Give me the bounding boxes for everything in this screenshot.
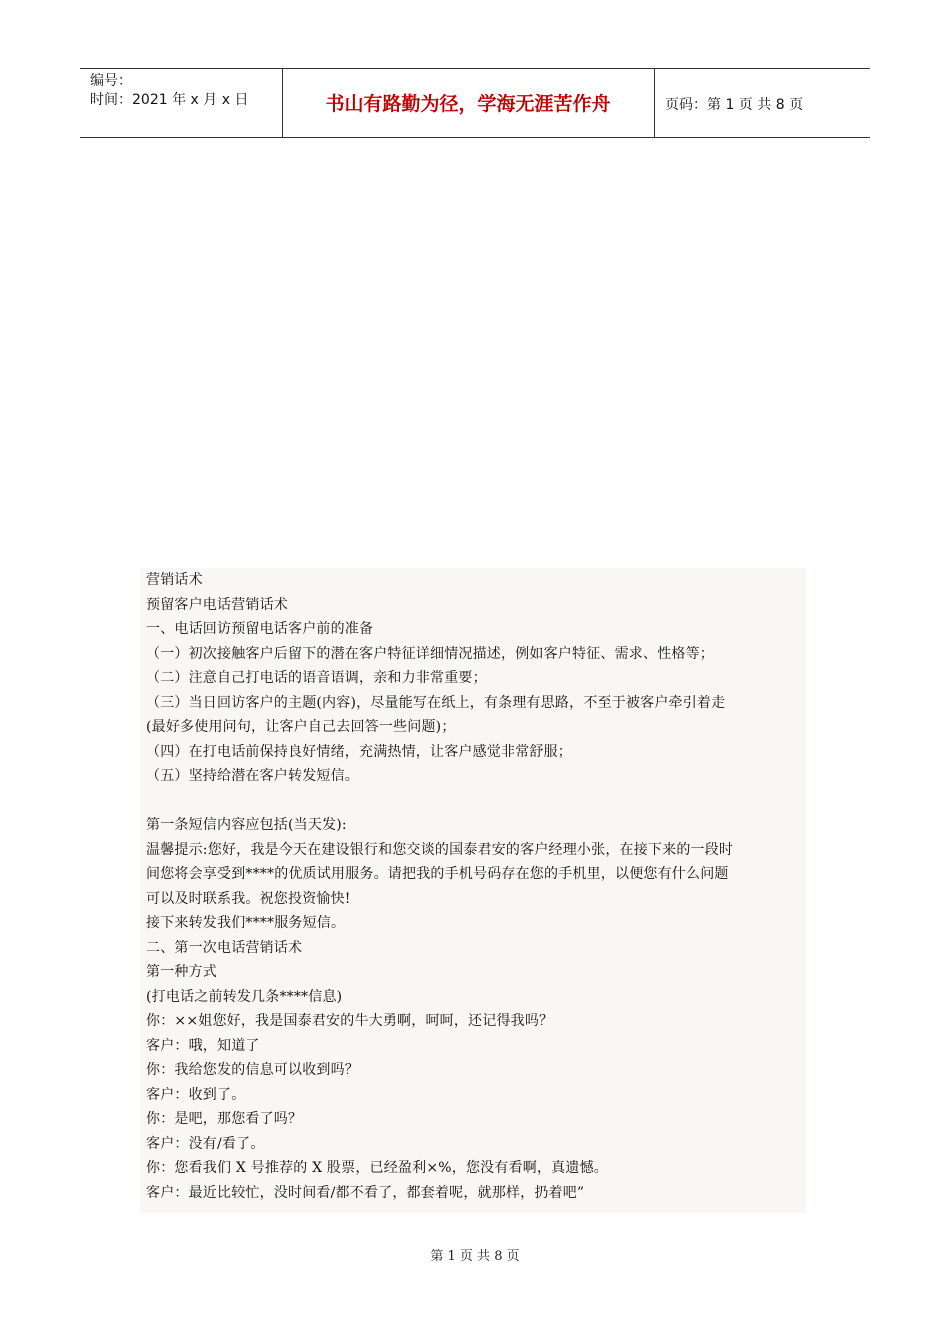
text-line: 客户：没有/看了。 bbox=[146, 1135, 265, 1152]
text-line: 你：您看我们 X 号推荐的 X 股票，已经盈利×%，您没有看啊，真遗憾。 bbox=[146, 1160, 608, 1176]
text-line: （一）初次接触客户后留下的潜在客户特征详细情况描述，例如客户特征、需求、性格等； bbox=[146, 645, 714, 662]
text-line: 客户：哦，知道了 bbox=[146, 1037, 260, 1054]
text-line: 你：我给您发的信息可以收到吗？ bbox=[146, 1062, 359, 1078]
text-line: 温馨提示:您好，我是今天在建设银行和您交谈的国泰君安的客户经理小张，在接下来的一段时 bbox=[146, 841, 734, 858]
number-label: 编号： bbox=[90, 73, 132, 89]
text-line: 第一条短信内容应包括(当天发): bbox=[146, 817, 347, 833]
text-line: 一、电话回访预留电话客户前的准备 bbox=[146, 621, 374, 637]
blank-line bbox=[146, 789, 806, 814]
document-body bbox=[140, 568, 806, 1213]
text-line: (打电话之前转发几条****信息) bbox=[146, 988, 343, 1005]
header-info-cell bbox=[80, 69, 283, 137]
text-line: 二、第一次电话营销话术 bbox=[146, 939, 303, 956]
text-line: 你：是吧，那您看了吗？ bbox=[146, 1111, 303, 1127]
text-line: 可以及时联系我。祝您投资愉快! bbox=[146, 890, 351, 907]
motto-text: 书山有路勤为径，学海无涯苦作舟 bbox=[325, 93, 611, 115]
text-line: 客户：收到了。 bbox=[146, 1086, 246, 1103]
text-line: 第一种方式 bbox=[146, 964, 217, 980]
text-line: （三）当日回访客户的主题(内容)，尽量能写在纸上，有条理有思路，不至于被客户牵引着走 bbox=[146, 694, 726, 711]
text-line: 营销话术 bbox=[146, 572, 203, 588]
page-code: 页码：第 1 页 共 8 页 bbox=[665, 97, 804, 113]
text-line: 客户：最近比较忙，没时间看/都不看了，都套着呢，就那样，扔着吧” bbox=[146, 1184, 585, 1201]
text-line: （二）注意自己打电话的语音语调，亲和力非常重要； bbox=[146, 670, 487, 686]
text-line: 预留客户电话营销话术 bbox=[146, 596, 288, 613]
text-line: （五）坚持给潜在客户转发短信。 bbox=[146, 768, 359, 784]
text-line: （四）在打电话前保持良好情绪，充满热情，让客户感觉非常舒服； bbox=[146, 743, 572, 760]
header-page-cell bbox=[655, 69, 870, 137]
page-footer: 第 1 页 共 8 页 bbox=[430, 1249, 520, 1264]
text-line: (最好多使用问句，让客户自己去回答一些问题)； bbox=[146, 719, 456, 735]
text-line: 间您将会享受到****的优质试用服务。请把我的手机号码存在您的手机里，以便您有什么问题 bbox=[146, 866, 729, 882]
time-label: 时间：2021 年 x 月 x 日 bbox=[90, 92, 249, 108]
text-line: 接下来转发我们****服务短信。 bbox=[146, 915, 346, 931]
header-motto-cell bbox=[282, 69, 655, 137]
page-header bbox=[80, 68, 870, 138]
text-line: 你：××姐您好，我是国泰君安的牛大勇啊，呵呵，还记得我吗？ bbox=[146, 1013, 554, 1029]
